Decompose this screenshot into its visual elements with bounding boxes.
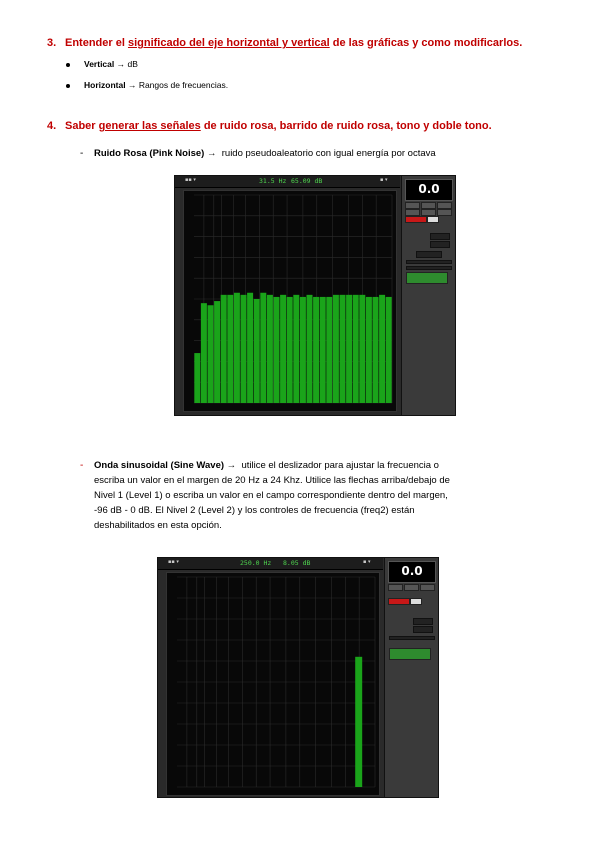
spectrum-bar [333, 295, 339, 403]
generator-on-button[interactable] [388, 598, 410, 605]
readout-frequency: 31.5 Hz [259, 177, 287, 185]
generator-on-button[interactable] [405, 216, 427, 223]
arrow-icon: → [127, 80, 137, 90]
spectrum-bar [355, 657, 362, 787]
mode-button-1[interactable] [405, 202, 420, 209]
view-selector-icon[interactable]: ▪ ▾ [380, 177, 388, 183]
sine-wave-paragraph [80, 458, 580, 533]
level-slider[interactable] [406, 260, 452, 264]
dash-marker: - [80, 148, 84, 159]
sine-wave-line-5: deshabilitados en esta opción. [94, 520, 222, 531]
sine-wave-spectrum-plot [166, 572, 380, 796]
level-display [405, 179, 453, 201]
sine-wave-analyzer-image [157, 557, 439, 798]
sine-wave-label: Onda sinusoidal (Sine Wave) [94, 460, 225, 471]
pink-noise-analyzer-image [174, 175, 456, 416]
spectrum-bar [346, 295, 352, 403]
section-4-number: 4. [47, 120, 57, 132]
spectrum-bar [241, 295, 247, 403]
spectrum-bar [247, 293, 253, 403]
pink-noise-spectrum-plot [183, 190, 397, 412]
spectrum-bar [227, 295, 233, 403]
signal-select[interactable] [416, 251, 442, 258]
sine-wave-line-1 [80, 458, 580, 473]
mode-button-3[interactable] [420, 584, 435, 591]
arrow-icon: → [206, 148, 217, 159]
sine-wave-line-4: -96 dB - 0 dB. El Nivel 2 (Level 2) y los controles de frecuencia (freq2) están [94, 505, 415, 516]
spectrum-bar [267, 295, 273, 403]
mode-button-1[interactable] [388, 584, 403, 591]
spectrum-bar [293, 295, 299, 403]
pink-noise-desc: ruido pseudoaleatorio con igual energía por octava [221, 148, 436, 159]
readout-level: 8.05 dB [283, 559, 311, 567]
smoothing-field[interactable] [430, 233, 450, 240]
generator-off-button[interactable] [410, 598, 422, 605]
spectrum-bar [379, 295, 385, 403]
spectrum-bar [326, 297, 332, 403]
section-3-text-underlined: significado del eje horizontal y vertical [127, 37, 330, 49]
level-value: 0.0 [418, 182, 440, 196]
scale-selector-icon[interactable]: ▪▪ ▾ [168, 559, 179, 565]
spectrum-bar [359, 295, 365, 403]
section-4-text-underlined: generar las señales [98, 120, 201, 132]
spectrum-bar [194, 353, 200, 403]
spectrum-bar [208, 305, 214, 403]
section-3-number: 3. [47, 37, 57, 49]
mode-button-3[interactable] [437, 202, 452, 209]
section-4-heading [47, 120, 587, 132]
readout-level: 65.09 dB [291, 177, 323, 185]
generator-off-button[interactable] [427, 216, 439, 223]
section-3-heading [47, 37, 587, 49]
section-4-text-c: de ruido rosa, barrido de ruido rosa, tono y doble tono. [200, 120, 492, 132]
dash-marker: - [80, 460, 84, 471]
sine-wave-line-2: escriba un valor en el margen de 20 Hz a 24 Khz. Utilice las flechas arriba/debajo de [94, 475, 450, 486]
mode-button-5[interactable] [421, 209, 436, 216]
mode-button-6[interactable] [437, 209, 452, 216]
readout-frequency: 250.0 Hz [240, 559, 272, 567]
spectrum-bar [274, 297, 280, 403]
level-value: 0.0 [401, 564, 423, 578]
spectrum-bar [386, 297, 392, 403]
control-sidebar [384, 558, 439, 797]
level1-field[interactable] [413, 618, 433, 625]
bullet-label: Horizontal [84, 80, 126, 90]
analyzer-header [175, 176, 400, 188]
bullet-dot [66, 63, 70, 67]
sine-wave-line-3: Nivel 1 (Level 1) o escriba un valor en el campo correspondiente dentro del margen, [94, 490, 448, 501]
spectrum-bar [234, 293, 240, 403]
spectrum-bar [340, 295, 346, 403]
bullet-vertical [66, 59, 138, 69]
level-display [388, 561, 436, 583]
spectrum-bar [307, 295, 313, 403]
spectrum-bar [280, 295, 286, 403]
mode-button-2[interactable] [404, 584, 419, 591]
spectrum-svg [167, 573, 379, 795]
pink-noise-label: Ruido Rosa (Pink Noise) [94, 148, 205, 159]
spectrum-bar [221, 295, 227, 403]
freq-slider[interactable] [406, 266, 452, 270]
bullet-dot [66, 84, 70, 88]
generator-meter [389, 648, 431, 660]
section-3-text-a: Entender el [65, 37, 128, 49]
spectrum-bar [260, 293, 266, 403]
spectrum-bar [366, 297, 372, 403]
analyzer-header [158, 558, 383, 570]
averaging-field[interactable] [430, 241, 450, 248]
spectrum-bar [214, 301, 220, 403]
view-selector-icon[interactable]: ▪ ▾ [363, 559, 371, 565]
spectrum-svg [184, 191, 396, 411]
generator-meter [406, 272, 448, 284]
scale-selector-icon[interactable]: ▪▪ ▾ [185, 177, 196, 183]
sine-wave-text-1: utilice el deslizador para ajustar la frecuencia o [241, 460, 439, 471]
freq-field[interactable] [413, 626, 433, 633]
pink-noise-line [80, 146, 580, 161]
bullet-label: Vertical [84, 59, 115, 69]
spectrum-bar [373, 297, 379, 403]
section-3-text-c: de las gráficas y como modificarlos. [329, 37, 523, 49]
spectrum-bar [320, 297, 326, 403]
section-4-text-a: Saber [65, 120, 99, 132]
spectrum-bar [353, 295, 359, 403]
spectrum-bar [300, 297, 306, 403]
spectrum-bar [287, 297, 293, 403]
arrow-icon: → [226, 460, 237, 471]
arrow-icon: → [116, 59, 126, 69]
bullet-value: dB [127, 59, 138, 69]
control-sidebar [401, 176, 456, 415]
spectrum-bar [313, 297, 319, 403]
mode-button-4[interactable] [405, 209, 420, 216]
level-slider[interactable] [389, 636, 435, 640]
mode-button-2[interactable] [421, 202, 436, 209]
spectrum-bar [254, 299, 260, 403]
bullet-horizontal [66, 80, 228, 90]
spectrum-bar [201, 303, 207, 403]
bullet-value: Rangos de frecuencias. [138, 80, 229, 90]
